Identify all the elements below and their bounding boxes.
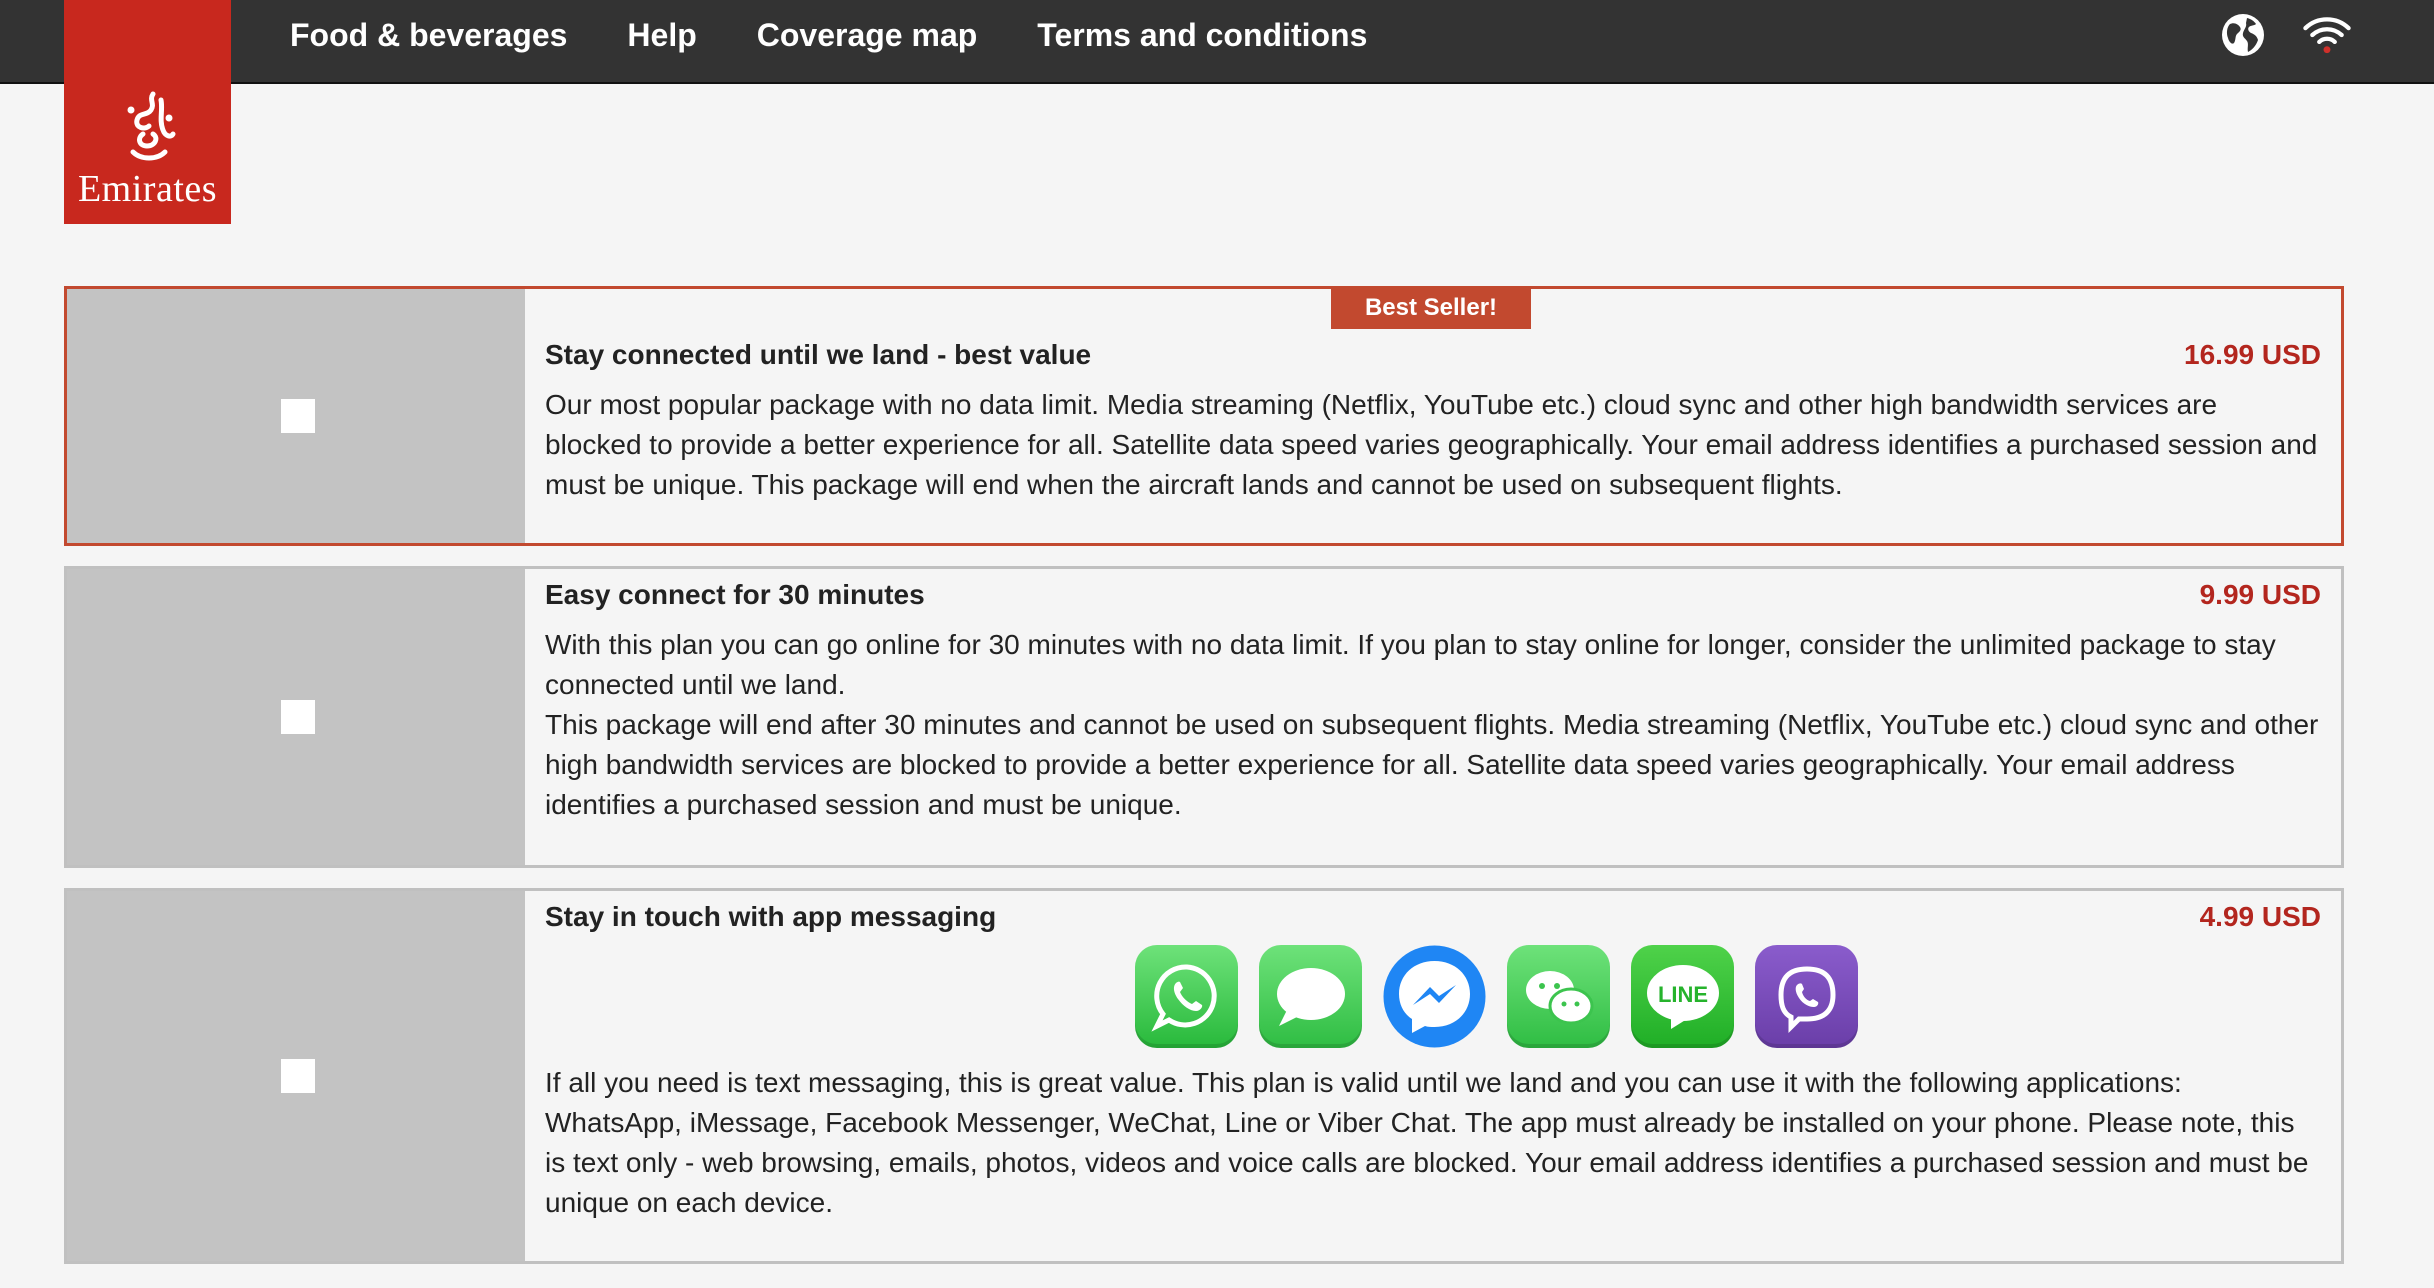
best-seller-badge: Best Seller!: [1331, 287, 1531, 329]
package-price: 16.99 USD: [2184, 339, 2321, 370]
package-thumbnail: [67, 289, 525, 543]
nav-food-beverages[interactable]: Food & beverages: [290, 16, 568, 53]
emirates-calligraphy-icon: [113, 90, 183, 170]
package-card-best-value[interactable]: [64, 286, 2344, 546]
nav-help[interactable]: Help: [627, 16, 697, 53]
package-description: If all you need is text messaging, this is great value. This plan is valid until we land and you can use it with the following applications: WhatsApp, iMessage, Facebook Messenger, WeChat, Line or Viber Chat. The app must already be installed on your phone. Please note, this is text only - web browsing, emails, photos, videos and voice calls are blocked. Your email address identifies a purchased session and must be unique on each device.: [545, 1067, 2309, 1218]
package-select-checkbox[interactable]: [281, 399, 315, 433]
emirates-logo: [64, 0, 231, 224]
supported-apps: [1135, 945, 1858, 1048]
package-content: [545, 289, 2321, 543]
top-navigation-bar: [0, 0, 2434, 84]
package-price: 4.99 USD: [2199, 901, 2321, 932]
package-description: [545, 625, 2321, 825]
package-card-30-minutes[interactable]: [64, 566, 2344, 868]
package-description-line-2: This package will end after 30 minutes and cannot be used on subsequent flights. Media streaming (Netflix, YouTube etc.) cloud sync and other high bandwidth services are blocked to provide a better experience for all. Satellite data speed varies geographically. Your email address identifies a purchased session and must be unique.: [545, 709, 2319, 820]
package-content: [545, 891, 2321, 1261]
package-select-checkbox[interactable]: [281, 1059, 315, 1093]
package-thumbnail: [67, 891, 525, 1261]
logo-wordmark: Emirates: [77, 168, 218, 210]
package-description: Our most popular package with no data limit. Media streaming (Netflix, YouTube etc.) cloud sync and other high bandwidth services are blocked to provide a better experience for all. Satellite data speed varies geographically. Your email address identifies a purchased session and must be unique. This package will end when the aircraft lands and cannot be used on subsequent flights.: [545, 389, 2318, 500]
imessage-icon: [1259, 945, 1362, 1048]
package-description-line-1: With this plan you can go online for 30 minutes with no data limit. If you plan to stay online for longer, consider the unlimited package to stay connected until we land.: [545, 629, 2276, 700]
nav-coverage-map[interactable]: Coverage map: [756, 16, 978, 53]
package-title: Stay connected until we land - best value: [545, 339, 1092, 370]
whatsapp-icon: [1135, 945, 1238, 1048]
messenger-icon: [1383, 945, 1486, 1048]
package-price: 9.99 USD: [2199, 579, 2321, 610]
wechat-icon: [1507, 945, 1610, 1048]
top-icons: [2218, 10, 2352, 60]
package-title: Easy connect for 30 minutes: [545, 579, 925, 610]
viber-icon: [1755, 945, 1858, 1048]
package-select-checkbox[interactable]: [281, 700, 315, 734]
package-card-app-messaging[interactable]: [64, 888, 2344, 1264]
line-icon-label: LINE: [1657, 981, 1708, 1007]
package-thumbnail: [67, 569, 525, 865]
globe-icon[interactable]: [2218, 10, 2268, 60]
nav-terms-and-conditions[interactable]: Terms and conditions: [1037, 16, 1368, 53]
line-icon: [1631, 945, 1734, 1048]
wifi-icon[interactable]: [2302, 10, 2352, 60]
package-title: Stay in touch with app messaging: [545, 901, 997, 932]
package-content: [545, 569, 2321, 865]
main-nav: [290, 0, 1427, 70]
